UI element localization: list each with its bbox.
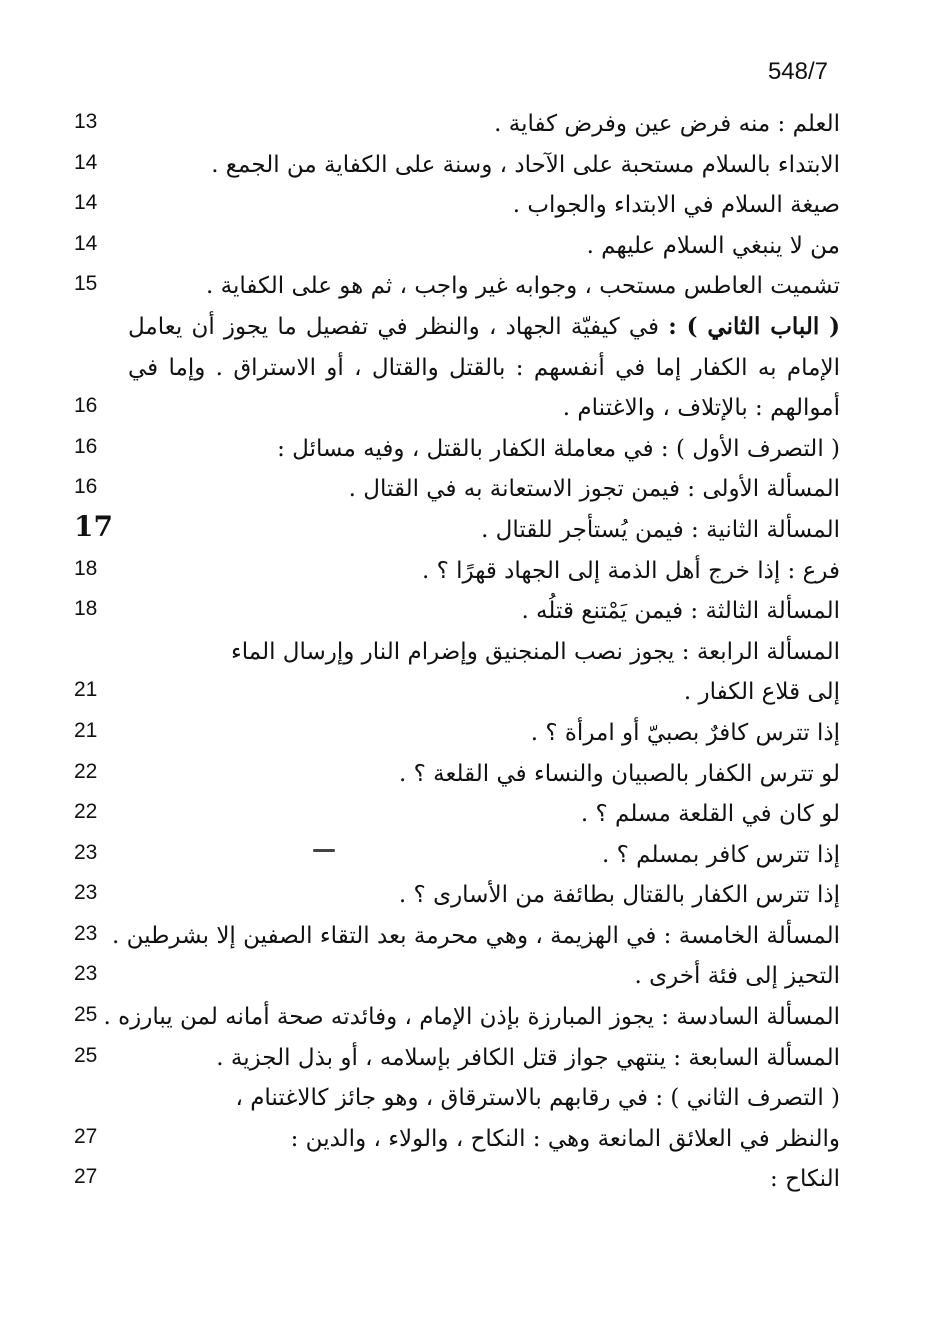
toc-entry-text: التحيز إلى فئة أخرى . [634, 963, 840, 990]
ink-smudge [313, 849, 335, 852]
toc-row [0, 307, 934, 348]
toc-row [0, 997, 934, 1038]
toc-entry-text: فرع : إذا خرج أهل الذمة إلى الجهاد قهرًا ؟ . [422, 557, 840, 584]
toc-entry-text: لو تترس الكفار بالصبيان والنساء في القلعة ؟ . [398, 760, 840, 787]
toc-entry-text: المسألة الثانية : فيمن يُستأجر للقتال . [481, 516, 840, 543]
toc-row [0, 1159, 934, 1200]
toc-entry-text: أموالهم : بالإتلاف ، والاغتنام . [562, 395, 840, 422]
chapter-heading: ( الباب الثاني ) : [668, 312, 841, 340]
toc-entry-page: 13 [74, 110, 98, 133]
toc-entry-page: 16 [74, 475, 98, 499]
toc-row [0, 672, 934, 713]
toc-entry-text: ( الباب الثاني ) : في كيفيّة الجهاد ، والنظر في تفصيل ما يجوز أن يعامل [128, 312, 841, 340]
toc-entry-page: 23 [74, 881, 98, 905]
toc-entry-text: الإمام به الكفار إما في أنفسهم : بالقتل والقتال ، أو الاستراق . وإما في [128, 354, 840, 381]
toc-entry-page: 27 [74, 1165, 98, 1189]
toc-entry-page: 15 [74, 272, 98, 296]
toc-entry-page: 16 [74, 394, 98, 418]
toc-entry-page: 22 [74, 759, 98, 783]
toc-entry-text: المسألة السابعة : ينتهي جواز قتل الكافر بإسلامه ، أو بذل الجزية . [216, 1044, 840, 1071]
toc-entry-text: لو كان في القلعة مسلم ؟ . [580, 801, 840, 828]
toc-entry-text: إذا تترس الكفار بالقتال بطائفة من الأسارى ؟ . [398, 882, 840, 909]
toc-entry-text: صيغة السلام في الابتداء والجواب . [512, 192, 840, 219]
toc-row [0, 266, 934, 307]
toc-row [0, 388, 934, 429]
toc-entry-text: ( التصرف الأول ) : في معاملة الكفار بالقتل ، وفيه مسائل : [277, 435, 840, 462]
toc-entry-page: 21 [74, 718, 98, 742]
toc-entry-text: تشميت العاطس مستحب ، وجوابه غير واجب ، ثم هو على الكفاية . [206, 273, 840, 300]
toc-entry-page: 23 [74, 840, 98, 864]
toc-entry-text: العلم : منه فرض عين وفرض كفاية . [494, 111, 840, 137]
toc-entry-page: 23 [74, 962, 98, 986]
toc-row [0, 794, 934, 835]
toc-row [0, 1038, 934, 1079]
toc-entry-text: إذا تترس كافر بمسلم ؟ . [602, 841, 840, 868]
toc-row [0, 1119, 934, 1160]
toc-row [0, 185, 934, 226]
toc-entry-text: النكاح : [770, 1166, 840, 1193]
toc-row [0, 835, 934, 876]
toc-entry-page: 14 [74, 150, 98, 174]
toc-row [0, 104, 934, 145]
toc-row [0, 632, 934, 673]
toc-entry-text: المسألة الخامسة : في الهزيمة ، وهي محرمة بعد التقاء الصفين إلا بشرطين . [112, 922, 840, 949]
toc-entry-page: 25 [74, 1043, 98, 1067]
toc-row [0, 875, 934, 916]
table-of-contents [0, 104, 934, 1200]
toc-entry-page: 27 [74, 1124, 98, 1148]
toc-row [0, 956, 934, 997]
toc-row [0, 591, 934, 632]
toc-row [0, 429, 934, 470]
toc-entry-text: المسألة الأولى : فيمن تجوز الاستعانة به في القتال . [348, 476, 840, 503]
toc-entry-text: المسألة الرابعة : يجوز نصب المنجنيق وإضرام النار وإرسال الماء [230, 638, 840, 665]
toc-entry-text: والنظر في العلائق المانعة وهي : النكاح ، والولاء ، والدين : [290, 1125, 840, 1152]
toc-row [0, 348, 934, 389]
toc-row [0, 1078, 934, 1119]
toc-entry-page-handwritten: 17 [74, 509, 113, 543]
toc-entry-page: 16 [74, 434, 98, 458]
toc-entry-text: من لا ينبغي السلام عليهم . [586, 232, 840, 259]
toc-entry-page: 14 [74, 231, 98, 255]
toc-entry-text: ( التصرف الثاني ) : في رقابهم بالاسترقاق ، وهو جائز كالاغتنام ، [235, 1085, 840, 1112]
toc-entry-text: المسألة الثالثة : فيمن يَمْتنع قتلُه . [521, 598, 840, 625]
toc-entry-text: المسألة السادسة : يجوز المبارزة بإذن الإمام ، وفائدته صحة أمانه لمن يبارزه . [103, 1004, 840, 1031]
toc-row [0, 145, 934, 186]
toc-entry-page: 14 [74, 191, 98, 215]
toc-entry-text: إذا تترس كافرٌ بصبيّ أو امرأة ؟ . [530, 719, 840, 746]
toc-entry-text: الابتداء بالسلام مستحبة على الآحاد ، وسنة على الكفاية من الجمع . [211, 151, 840, 178]
toc-row [0, 713, 934, 754]
toc-row [0, 551, 934, 592]
toc-row [0, 469, 934, 510]
toc-row [0, 754, 934, 795]
toc-entry-page: 18 [74, 556, 98, 580]
toc-entry-page: 21 [74, 678, 98, 702]
toc-row [0, 226, 934, 267]
toc-entry-page: 23 [74, 921, 98, 945]
toc-row [0, 510, 934, 551]
toc-row [0, 916, 934, 957]
toc-entry-page: 25 [74, 1003, 98, 1027]
page-number: 548/7 [767, 58, 828, 85]
toc-entry-text: إلى قلاع الكفار . [683, 679, 840, 706]
toc-entry-page: 22 [74, 800, 98, 824]
toc-entry-page: 18 [74, 597, 98, 621]
